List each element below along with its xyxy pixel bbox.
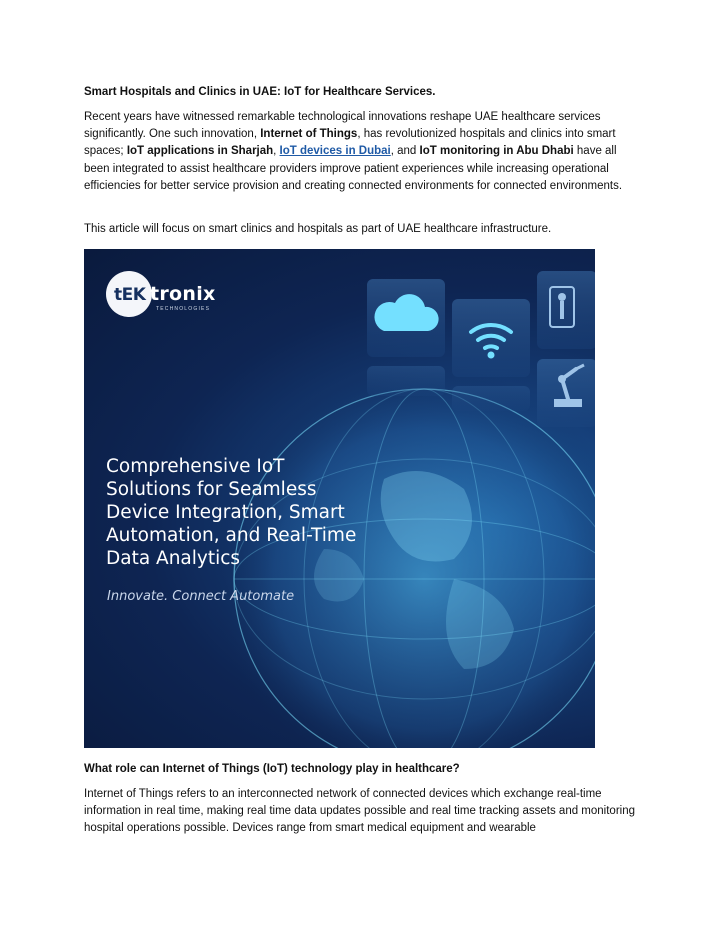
iot-banner-image [84,249,595,748]
headline-line: Comprehensive IoT [106,456,285,477]
intro-text-4: , and [390,145,420,158]
iot-devices-dubai-link[interactable]: IoT devices in Dubai [279,145,391,158]
headline-line: Solutions for Seamless [106,479,317,500]
headline-line: Device Integration, Smart [106,502,345,523]
cloud-icon [367,279,445,357]
term-internet-of-things: Internet of Things [260,128,358,141]
intro-text-1: Recent years have witnessed remarkable technological innovations reshape UAE healthcare services significantly. One such innovation, [84,111,601,141]
term-iot-abu-dhabi: IoT monitoring in Abu Dhabi [419,145,574,158]
logo-mark: tEK [114,285,146,305]
term-iot-sharjah: IoT applications in Sharjah [126,145,274,158]
banner-tagline: Innovate. Connect Automate [107,589,295,604]
robot-arm-icon [537,359,595,427]
section-heading: What role can Internet of Things (IoT) technology play in healthcare? [84,763,460,775]
intro-text-2: , has revolutionized hospitals and clinics into smart spaces; [84,128,616,158]
article-title: Smart Hospitals and Clinics in UAE: IoT for Healthcare Services. [84,86,436,98]
headline-line: Data Analytics [106,548,241,569]
intro-text-5: have all been integrated to assist healthcare providers improve patient experiences while increasing operational efficiencies for better service provision and creating connected environments for connected environments. [84,145,623,192]
intro-paragraph [84,109,644,195]
section-paragraph: Internet of Things refers to an interconnected network of connected devices which exchange real-time information in real time, making real time data updates possible and real time tracking assets and monitoring hospital operations possible. Devices range from smart medical equipment and wearable [84,788,636,835]
logo-name: tronix [150,283,216,305]
wifi-icon [452,299,530,377]
logo-subtitle: TECHNOLOGIES [156,306,211,312]
headline-line: Automation, and Real-Time [106,525,357,546]
intro-text-3: , [273,145,280,158]
key-lock-icon [537,271,595,349]
banner-headline [106,455,406,570]
focus-paragraph: This article will focus on smart clinics and hospitals as part of UAE healthcare infrastructure. [84,223,552,235]
